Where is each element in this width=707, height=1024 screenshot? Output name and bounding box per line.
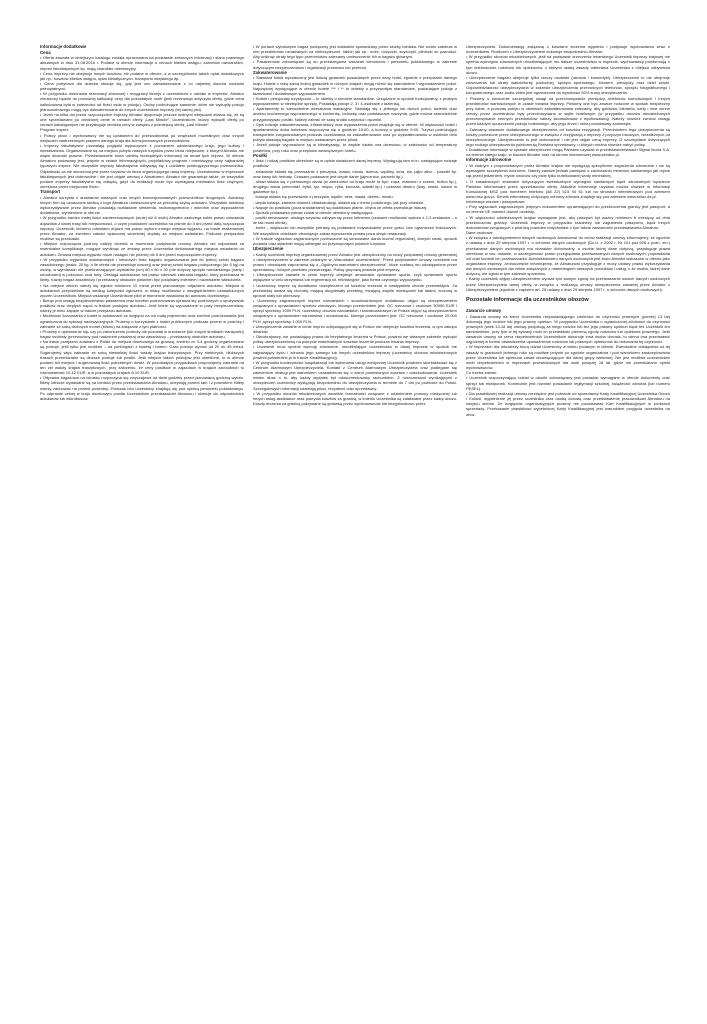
paragraph: • Dodatkowe informacje w sprawie ubezpieczeń mogą Państwo uzyskać w przedstawicielstwach Signal Iduna S.A. na terenie całego kraju, w biurach Almatur oraz na stronie internetowej www.almatur.pl. xyxy=(466,147,670,158)
subheading: Posiłki xyxy=(253,152,268,158)
paragraph: • Jeżeli pokoje wyposażone są w klimatyzację, to zwykle działa ona okresowo, w zależności od temperatury powietrza, pory roku oraz przepisów wewnętrznych hotelu. xyxy=(253,142,457,153)
paragraph: • Almatur korzysta z autokarów własnych oraz innych koncesjonowanych przewoźników drogowych. Autokary innych firm są oznaczone tablicą z logo Almaturu umieszczonym za przednią szybą autokaru. Wszystkie autokary wykorzystywane przez Almatur posiadają rozkładane siedzenia, radiomagnetofon i mikrofon oraz wyposażenie dodatkowe, wymienione w ofercie. xyxy=(40,194,244,216)
subheading: Ubezpieczenie xyxy=(253,245,284,251)
paragraph: Program imprez xyxy=(40,127,69,133)
paragraph: - obiad składa się z pierwszego dania (w zależności od kraju może to być: zupa, makaron z sosem, bulion itp.), drugiego dania (ziemniaki, frytki, ryż, mięso, ryba, kurczak, sałatki itp.) i czasami deseru (lody, ciasto, owoce w galaretce itp.), xyxy=(253,178,457,195)
paragraph: • W większości odwiedzanych krajów wymagane jest, aby paszport był ważny minimum 6 miesięcy od dnia przekroczenia granicy. Uczestnik imprezy w przypadku kradzieży lub zagubienia paszportu, bądź innych dokumentów związanych z podróżą powinien natychmiast o tym fakcie zawiadomić przedstawiciela Almaturu. xyxy=(466,214,670,230)
paragraph: Informacje wizowe i paszportowe xyxy=(466,199,525,205)
subheading: Transport xyxy=(40,189,61,195)
subheading: Zakwaterowanie xyxy=(253,69,287,75)
section-title: Informacje dodatkowe xyxy=(40,44,87,49)
paragraph: - kolacja składa się przeważnie z pieczywa, wędlin, sera, masła, dżemu, miodu, xyxy=(253,194,394,200)
paragraph: • W przypadku dokonania rezerwacji zbiorowej i rezygnacji którejś z uczestników z udziału w imprezie, Almatur zmuszony będzie do ponownej kalkulacji ceny dla pozostałych osób (jeśli rezerwacja dotyczyła oferty, gdzie cena kalkulowana była w zależności od ilości osób w pokoju). Osoby podróżujące samotnie, które nie wykupiły pokoju jednoosobowego mogą być dokwaterowane do innych uczestników imprezy (tej samej płci). xyxy=(40,91,244,112)
paragraph: • Uczestnicy imprez są dodatkowo ubezpieczeni od kosztów leczenia w następstwie chorób przewlekłych. Za przewlekłą uważa się chorobę mającą długotrwały przebieg, trwającą zwykle miesiącami lub latami, leczoną w sposób stały lub okresowy. xyxy=(253,282,457,298)
section-heading: Pozostałe informacje dla uczestników obozów xyxy=(466,296,589,303)
paragraph: - posiłki serwowane: obsługa turystów odbywa się przez kelnerów (czasami możliwość wyboru z 2-3 zestawów – o ile tak mówi oferta), xyxy=(253,215,457,226)
paragraph: • Standard hoteli wyznaczony jest ilością gwiazdek posiadanych przez dany hotel, zgodnie z przepisami danego kraju. Hotele z taką samą liczbą gwiazdek w różnych krajach mogą różnić się standardem i wyposażeniem pokoi. Najczęściej występujące w ofercie hotele *** i ** to obiekty o przyzwoitym standardzie, posiadające pokoje z łazienkami i dodatkowym wyposażeniem. xyxy=(253,75,457,96)
paragraph: • Biorąc pod uwagę bezpieczeństwo pasażerów oraz komfort podróżowania uprasza się podróżnych o spożywanie posiłków oraz ciepłych napoi w trakcie postojów autokaru. Jeśli fotele są wyposażone w pasy bezpieczeństwa, należy je mieć zapięte w trakcie przejazdu autokaru. xyxy=(40,297,244,314)
subheading: Zawarcie umowy xyxy=(466,307,502,313)
paragraph: • Ubezpieczenie zawarte w cenie imprezy obejmuje amatorskie uprawianie sportu, czyli uprawianie sportu wyłącznie w celu utrzymania lub regeneracji sił, rekreacyjnie, jako forma czynnego wypoczynku. xyxy=(253,272,457,283)
paragraph: Dane osobowe xyxy=(466,230,493,236)
text-column-1 xyxy=(40,44,244,1004)
paragraph: • Opis rodzaju zakwaterowania, infrastruktury oraz wyposażenia pokoi znajduje się w ofercie. W większości hoteli i apartamentów doba hotelowa rozpoczyna się o godzinie 15:00, a kończy o godzinie 9:00. Turyści podróżujący transportem zorganizowanym podczas oczekiwania na zakwaterowanie oraz po wykwaterowaniu w ostatnim dniu pobytu składają bagaże w miejscu wskazanym przez pilota. xyxy=(253,121,457,143)
paragraph: Co trzeba zabrać xyxy=(466,370,497,376)
text-column-3 xyxy=(466,44,670,1004)
paragraph: • O zasadniczych zmianach dotyczących ewentualnych wymogów sanitarnych bądź zdrowotnych będziecie Państwo informowani przez sprzedawców oferty. Aktualne informacje uzyskać można również w Informacji Konsularnej MSZ pod numerem telefonu (48 22) 523 94 51 lub na stronach internetowych pod adresem www.msz.gov.pl. Serwis internetowy dotyczący ochrony zdrowia znajduje się pod adresem www.sidoz.ds.pl. xyxy=(466,178,670,199)
paragraph: • Obcokrajowcy, nie posiadający prawa do bezpłatnego leczenia w Polsce, powinni we własnym zakresie wykupić polisę ubezpieczeniową na pokrycie ewentualnych kosztów leczenia podczas trwania imprezy. xyxy=(253,334,457,345)
paragraph: • Hotele i pensjonaty turystyczne – to obiekty o średnim standardzie. Urządzone w sposób funkcjonalny, z prostym wyposażeniem w niezbędne sprzęty. Posiadają pokoje 2, 3 i 4-osobowe z łazienką. xyxy=(253,96,457,107)
paragraph: • Uczestnik musi spełnić wymogi zdrowotne, umożliwiające uczestnictwo w danej imprezie w sposób nie zagrażający życiu i zdrowiu jego samego lub innych uczestników imprezy (uczestnicy obozów młodzieżowych powinni potwierdzić je w Karcie Kwalifikacyjnej). xyxy=(253,344,457,360)
paragraph: • Imprezy fakultatywne pozwalają pogłębić wypoczynek z poznaniem odwiedzanego kraju, jego kultury i mieszkańców. Organizowane są na miejscu pobytu naszych turystów przez biura miejscowe, z którymi Almatur nie wiąże stosunki prawne. Przedstawiciele biura udzielą niezbędnych informacji na temat tych imprez. W ofercie Almaturu podawany jest, jedynie w celach informacyjnych, przykładowy program i orientacyjny ceny najbardziej typowych imprez. Nie wszystkie imprezy fakultatywne odbywają się z udziałem polskojęzycznego przewodnika. Odpłatność za nie wnoszona jest przez turystów do biura organizującego daną imprezę. Uczestnictwo w imprezach fakultatywnych jest dobrowolne i nie jest objęte umową z Almaturem. Almatur nie gwarantuje także, że wszystkie podane imprezy fakultatywne się odbędą, gdyż do realizacji może być wymagana minimalna ilość chętnych, określona przez miejscowe Biuro. xyxy=(40,142,244,190)
paragraph: • W przypadku obozów młodzieżowych wszelkie formalności związane z udzieleniem pomocy medycznej lub innych usług assistance oraz pokrycia kosztów za granicą, w imieniu Uczestnika są załatwiane przez kadrę obozu. Koszty leczenia za granicą pokrywane są gotówką przez wychowawców lub bezgotówkowo przez xyxy=(253,390,457,407)
paragraph: • Jeżeli na kilka dni przed rozpoczęciem imprezy Almatur dysponuje jeszcze wolnymi miejscami zdarza się, że są one sprzedawane po obniżonej cenie w ramach oferty „Last Minute”. Uczestnikom, którzy wykupili ofertę po cenach katalogowych nie przysługuje obniżka ceny w związku z późniejszą ofertą „Last Minute”. xyxy=(40,111,244,128)
text-column-2 xyxy=(253,44,457,1004)
paragraph: • Prosimy o zwrócenie szczególnej uwagi na przechowywanie pieniędzy, telefonów komórkowych i innych przedmiotów wartościowych w czasie trwania imprezy. Powinny one być zawsze noszone w sposób bezpieczny przy sobie, a podczas pobytu w obiektach zakwaterowania zalecamy, aby gotówka, biżuteria, karty i inne cenne rzeczy przez uczestników były przechowywane w sejfie hotelowym (w przypadku obozów młodzieżowych przechowywanie cennych przedmiotów należy skonsultować z wychowawcą). Należy również zwrócić uwagę przed każdym opuszczeniu pokoju hotelowego, aby jego drzwi i okna pozostawały zamknięte. xyxy=(466,95,670,127)
paragraph: • Uczestnicy zagranicznych imprez narciarskich i snowboardowych dodatkowo objęci są ubezpieczeniem związanym z uprawianiem sportów zimowych, którego przedmiotem jest: OC rzeczowe i osobowe 30000 EUR i sprzęt sportowy 1000 PLN; uczestnicy obozów narciarskich i snowboardowych w Polsce objęci są ubezpieczeniem związanym z uprawianiem narciarstwa i snowboardu, którego przedmiotem jest: OC rzeczowe i osobowe 20.000 PLN ,sprzęt sportowy 1.000 PLN. xyxy=(253,297,457,324)
paragraph: • W związku z udostępnieniem danych osobowych Almaturowi do celów realizacji umowy informujemy, że zgodnie z ustawą z dnia 29 sierpnia 1997 r. o ochronie danych osobowych (Dz.U. z 2002 r. Nr 101 poz.926 z późn. zm.) przekazanie danych osobowych ma charakter dobrowolny, a osobie której dane dotyczą, przysługuje prawa określone w ww. ustawie, w szczególności prawo przeglądania przetwarzanych danych osobowych, poprawiania ich oraz kontroli ich przetwarzania. Administratorem danych osobowych jest biuro Almatur wskazane w ofercie jako organizator imprezy. Jednocześnie informujemy, że Almaturowi przysługuje z mocy ustawy prawo wykorzystania ww danych osobowych dla celów związanych z marketingiem własnych produktów i usług, o ile osoba, której dane dotyczą, nie zgłosi w tym zakresie sprzeciwu. xyxy=(466,235,670,277)
paragraph: • W przypadku konieczności hospitalizacji lub wykonania usługi medycznej Uczestnik powinien skontaktować się z Centrum Alarmowym Ubezpieczyciela. Kontakt z Centrum Alarmowym Ubezpieczyciela oraz podlegane się zaleceniom obsługi jest warunkiem uzasadnienia się o zwrot poniesionych kosztów i odszkodowania. Uczestnik winien dbać o to, aby każdy wydatek był udokumentowany rachunkiem. Z roszczeniami wynikającymi z ubezpieczeń uczestnicy występują bezpośrednio do ubezpieczyciela w terminie do 7 dni po powrocie do Polski. Szczegółowych informacji udzielają piloci, rezydenci oraz sprzedawcy. xyxy=(253,359,457,391)
paragraph: • Prosimy o upewnienie się, czy po zakończeniu podróży nie pozostał w autokarze (lub innych środkach transportu) bagaż osobisty (przewożony pod nadzorem pasażera) oraz zasadniczy – przekazany obsłudze autokaru. xyxy=(40,328,244,340)
paragraph: • Dla prawidłowej realizacji umowy niezbędne jest pobranie od sprzedawcy Karty Kwalifikacyjnej Uczestnika Obozu / Kolonii, wypełnienie jej przez uczestnika oraz osobę dorosłą oraz przedstawienie pracownikowi Almaturu na miejscu zbiórki. Ze względów organizacyjnych prosimy nie pozostawiać Kart Kwalifikacyjnych w punktach sprzedaży. Przekazanie prawidłowo wypełnionej Karty Kwalifikacyjnej jest warunkiem przyjęcia uczestnika na obóz. xyxy=(466,390,670,417)
paragraph: • Na trasie przejazdu autokaru z Polski do miejsca docelowego za granicą, średnio co 3-4 godziny organizowane są postoje, jeśli tylko jest możliwe – na parkingach z toaletą i barem. Czas postoju wynosi od 20 do 45 minut. Sugerujemy więc zabranie ze sobą niewielkiej ilości waluty krajów tranzytowych. Przy niektórych, dłuższych trasach przewidziane są dłuższe postoje lub posiłki. Jeśli miejsce takich postojów jest określone, to w ofercie podano ich miejsce i sugerowaną ilość potrzebnych dewiz. W pozostałych przypadkach proponujemy zabranie na ten cel waluty krajów tranzytowych, przy założeniu, że ceny posiłków w zajazdach w krajach zachodnich to równowartość 10-12 EUR, a w pozostałych krajach 8-10 EUR. xyxy=(40,339,244,376)
paragraph: • W przypadku bardzo małej ilości zainteresowanych (mniej niż 6 osób) Almatur zastrzega sobie prawo odwołania dojazdów z danej trasy lub miejscowości, o czym powiadomi uczestnika na piśmie do 4 dni przed datą rozpoczęcia imprezy. Uczestnik, któremu odwołano dojazd ma prawo wyboru innego miejsca wyjazdu, na trasie realizowanej przez Almatur, za zwrotem całości wpłaconej wcześniej dopłaty za miejsce wsiadania. Podczas przejazdów możliwe są przesiadki. xyxy=(40,215,244,242)
paragraph: • Uczestnik rozpoczynający udział w obozie zobowiązany jest posiadać wymagane w ofercie dokumenty oraz sprzęt lub ekwipunek. Koniecznie jest również posiadanie legitymacji szkolnej, książeczki zdrowia (lub numeru PESEL). xyxy=(466,375,670,391)
paragraph: • Napoje do posiłków (poza śniadaniami) są dodatkowo płatne, chyba że oferta przewiduje inaczej. xyxy=(253,204,428,210)
paragraph: • Ubezpieczenie bagażu obejmuje tylko rzeczy osobiste (ubrania i kosmetyki). Ubezpieczenie to nie obejmuje zniszczenia lub utraty walizki/torby podróżnej, sprzętu sportowego, biżuterii, pieniędzy oraz dzieł sztuki. Odpowiedzialność ubezpieczyciela w zakresie ubezpieczenia przenośnych telefonów, sprzętu fotograficznego i komputerowego oraz audio-video jest ograniczona do wysokości 50% sumy ubezpieczenia. xyxy=(466,74,670,96)
paragraph: • Możliwość korzystania z toalet w autokarach ze względu na ich małą pojemność oraz komfort podróżowania jest ograniczona do sytuacji nadzwyczajnych. Prosimy o korzystanie z toalet publicznych podczas przerw w podróży i zabranie ze sobą drobnych monet (bilonu) na związane z tym płatności. xyxy=(40,313,244,329)
paragraph: • Ubezpieczenie zawarte w cenie imprez odbywających się w Polsce nie obejmuje kosztów leczenia, w tym zakupu lekarstw. xyxy=(253,323,457,334)
paragraph: Ubezpieczyciela. Dokumentację związaną z kosztami leczenia wypełnia i podpisuje wychowawca wraz z uczestnikiem. Rozliczeń z Ubezpieczycielem dokonuje bezpośrednio Almatur. xyxy=(466,44,670,55)
paragraph: • Pasażerowie zobowiązani są do przestrzegania wskazań kierowców i personelu pokładowego w zakresie dotyczącym bezpieczeństwa i organizacji przewozu lub przelotu. xyxy=(253,59,457,70)
paragraph: • W przypadku wyjazdów autokarowych i lotniczych ilość bagażu organizowana jest do jednej sztuki bagażu zasadniczego (maks. 20 kg, o ile oferta nie przewiduje inaczej) oraz jednej sztuki bagażu podręcznego (do 5 kg) na osobę, w wymiarach nie przekraczających wymiarów (cm) 80 x 50 x 30 (nie dotyczy sprzętu narciarskiego (narty i snowboard) w pokrowcu oraz buty. Obsługa autokarowe ma prawo odmówić zabrania bagażu, który przekracza te limity. Każdy bagaż zasadniczy i przekazany obsłudze powinien być podpisany imieniem i nazwiskiem właściciela. xyxy=(40,256,244,283)
paragraph: • Miejsce rozpoczęcia podróży należy określić w momencie podpisania umowy. Almatur nie odpowiada za ewentualne komplikacje, mogące wyniknąć ze zmiany przez Uczestnika deklarowanego miejsca wsiadania do autokaru. Zmiana miejsca wyjazdu może nastąpić nie później niż 8 dni przed rozpoczęciem imprezy. xyxy=(40,241,244,257)
paragraph: • Sposób podawania potraw został w ofercie określony następująco: xyxy=(253,209,374,215)
paragraph: • W żadnym z proponowanych przez Almatur krajów nie występują specyficzne zagrożenia zdrowotne i nie są wymagane szczepienia ochronne. Należy zawsze jednak pamiętać o zachowaniu minimum sanitarnego jak mycie rąk przed jedzeniem, mycie owoców czy picie tylko butelkowanej wody mineralnej. xyxy=(466,163,670,179)
subheading: Cena xyxy=(40,49,51,55)
paragraph: • Polscy piloci i wychowawcy nie są uprawnieni do przewodnictwa po wnętrzach muzealnych oraz innych miejscach zastrzeżonych prawem danego kraju dla licencjonowanych przewodników. xyxy=(40,132,244,143)
paragraph: • Cena imprezy nie obejmuje innych kosztów, niż podane w ofercie, a w szczególności takich opłat dodatkowych jak np.: kosztów biletów wstępu, opłat klimatycznych, transportu miejskiego itp. xyxy=(40,70,244,81)
document-page xyxy=(40,44,670,1004)
paragraph: • W imprezach dla młodzieży biorą udział Uczestnicy w wieku podanym w ofercie. Ewentualne odstępstwa od tej zasady w granicach jednego roku są możliwe jedynie po zgodzie organizatora i pod warunkiem zaakceptowania przez Uczestnika lub opiekuna zasad obowiązujących dla danej grupy wiekowej. Nie jest możliwe uczestnictwo osób niepełnoletnich w imprezach przewidzianych dla osób powyżej 18 lat, gdzie nie przewidziano opieki wychowawców. xyxy=(466,344,670,371)
paragraph: • Ilość i rodzaj posiłków określone są w opisie świadczeń danej imprezy. Występują tam m.in. następujące rodzaje posiłków: xyxy=(253,158,457,169)
paragraph: • Przy wyjazdach zagranicznych jedynym dokumentem uprawniającym do przekroczenia granicy jest paszport, a na terenie UE również dowód osobisty. xyxy=(466,204,670,215)
paragraph: • Zalecamy zawarcie dodatkowego ubezpieczenia od kosztów rezygnacji. Przedmiotem tego ubezpieczenia są koszty poniesione przez ubezpieczonego w związku z rezygnacją z imprezy z przyczyn losowych, niezależnych od ubezpieczonego. Ubezpieczenie to jest dobrowolne i nie jest objęte ceną imprezy. O szczegółach dotyczących tego rodzaju ubezpieczenia poinformują Państwa sprzedawcy, u których można również nabyć polisę. xyxy=(466,126,670,147)
paragraph: • Na miejsce zbiórki należy się zgłosić minimum 10 minut przed planowanym odjazdem autokaru. Miejsca w autokarach przydzielane są według kolejności zgłoszeń, w miarę możliwości z uwzględnieniem uzasadnionych życzeń Uczestników. Miejsca wskazuje Uczestnikom pilot w momencie wsiadania do autokaru docelowego. xyxy=(40,282,244,298)
paragraph: • Cena pobytowa dla dziecka stosuje się, gdy jest ono zakwaterowane z co najmniej dwoma osobami pełnopłatnymi. xyxy=(40,80,244,92)
subheading: Informacje zdrowotne xyxy=(466,157,512,163)
paragraph: • Każdy uczestnik imprezy organizowanej przez Almatur jest ubezpieczony na mocy podpisanej umowy generalnej z ubezpieczycielem w zakresie podanym w „Warunkach uczestnictwa”. Przed podpisaniem umowy uczestnik ma prawo i obowiązek zapoznania się z „Ogólnymi warunkami ubezpieczenia”, które zostaną mu udostępnione przez sprzedawcę i których powinien przestrzegać. Polisę grupową posiada pilot imprezy. xyxy=(253,251,457,273)
paragraph: - ciepła kolacja, zawiera również obiadokolację, składa się z menu podobnego, jak przy obiedzie. xyxy=(253,199,425,205)
paragraph: • Każdy uczestnik objęty ubezpieczeniem wyraża tym samym zgodę na przetwarzanie swoich danych osobowych przez Ubezpieczyciela danej oferty, w związku z realizacją umowy ubezpieczenia zawartej przez Almatur z Ubezpieczycielem (zgodnie z zapisem art. 25 ustawy z dnia 29 sierpnia 1997 r. o ochronie danych osobowych). xyxy=(466,276,670,292)
paragraph: • Zawarcia umowy na rzecz Uczestnika nieposiadającego zdolności do czynności prawnych (poniżej 13 lat) dokonują jego rodzice lub jego prawny opiekun. W przypadku Uczestnika o ograniczonej zdolności do czynności prawnych (wiek 13-18 lat) umowę podpisują za niego rodzice lub też jego prawny opiekun bądź też Uczestnik ten samodzielnie, przy tym w tej sytuacji musi on przedstawić pisemną zgodę rodziców lub opiekuna prawnego. Jeśli zawarcia umowy na rzecz niepełnoletnich Uczestników dokonuje inna osoba dorosła, to winna ona przedstawić najpóźniej w formie oświadczenia upoważnienie rodziców lub prawnych opiekunów do dokonania tej czynności. xyxy=(466,313,670,345)
paragraph: • Odprawa bagażowa na lotnisku rozpoczyna się zwyczajowo na dwie godziny przed planowaną godziną wylotu. Bilety lotnicze wydawane są na lotnisku przez przedstawiciela Almaturu, obejmują przelot tam i z powrotem. Bilety należy zachować na przelot powrotny. Podczas lotu uczestnicy znajdują się pod opieką personelu pokładowego. Po odprawie celnej w kraju docelowym powita Uczestników przedstawiciel Almaturu i skieruje do odpowiednich autokarów lub mikrobusów. xyxy=(40,375,244,401)
paragraph: • W trakcie wyjazdów zagranicznych przewożone są serwowane dania kuchni regionalnej, których smak, sposób podania oraz składniki mogą odbiegać od przyzwyczajeń polskich turystów. xyxy=(253,235,457,246)
paragraph: - śniadanie składa się przeważnie z pieczywa, masła, miodu, dżemu, wędliny, sera, ew. jajko albo – pasztet itp. oraz kawy lub herbaty. Czasami podawane jest ciepłe danie (jajecznica, parówki itp.). xyxy=(253,168,457,179)
paragraph: • W portach wylotowych bagaż podręczny jest dokładnie sprawdzany przez służby lotniska. Nie wolno zabierać w nim przedmiotów uznawanych za niebezpieczne, takich jak np.: noże, nożyczki, scyzoryki, pilniczki do paznokci. Aby uniknąć utraty tego typu przedmiotów zalecamy umieszczenie ich w bagażu głównym. xyxy=(253,44,457,60)
paragraph: • Oferta zawarta w niniejszym katalogu została opracowana na podstawie zebranych informacji i stanu prawnego aktualnych w dniu 31.08.2016 r. Podane w ofercie informacje o cenach biletów wstępu, karnetów narciarskich, imprez fakultatywnych itp. mają charakter orientacyjny. xyxy=(40,55,244,71)
paragraph: - bufet – większość lub wszystkie potrawy są podawane indywidualnie przez gości, bez ograniczeń ilościowych. We wszystkich obiektach obowiązuje zakaz wynoszenia potraw poza obręb restauracji. xyxy=(253,225,457,236)
paragraph: • W przypadku obozów młodzieżowych, jeśli na podstawie orzeczenia lekarskiego Uczestnik imprezy krajowej nie spełnia wymogów zdrowotnych umożliwiających mu dalsze uczestnictwo w imprezie, wychowawcy poinformują o tym telefonicznie rodziców lub opiekunów, z którymi ustalą zasady odebrania Uczestnika z miejsca odbywania obozu. xyxy=(466,54,670,75)
paragraph: • Apartamenty to samodzielne mieszkania wakacyjne. Składają się z jednego lub dwóch pokoi, łazienki oraz aneksu kuchennego wyposażonego w kuchenkę, lodówkę oraz podstawowe naczynia, gdzie można samodzielnie przygotowywać posiłki. Należy zabrać ze sobą środki czystości i ręczniki. xyxy=(253,106,457,122)
